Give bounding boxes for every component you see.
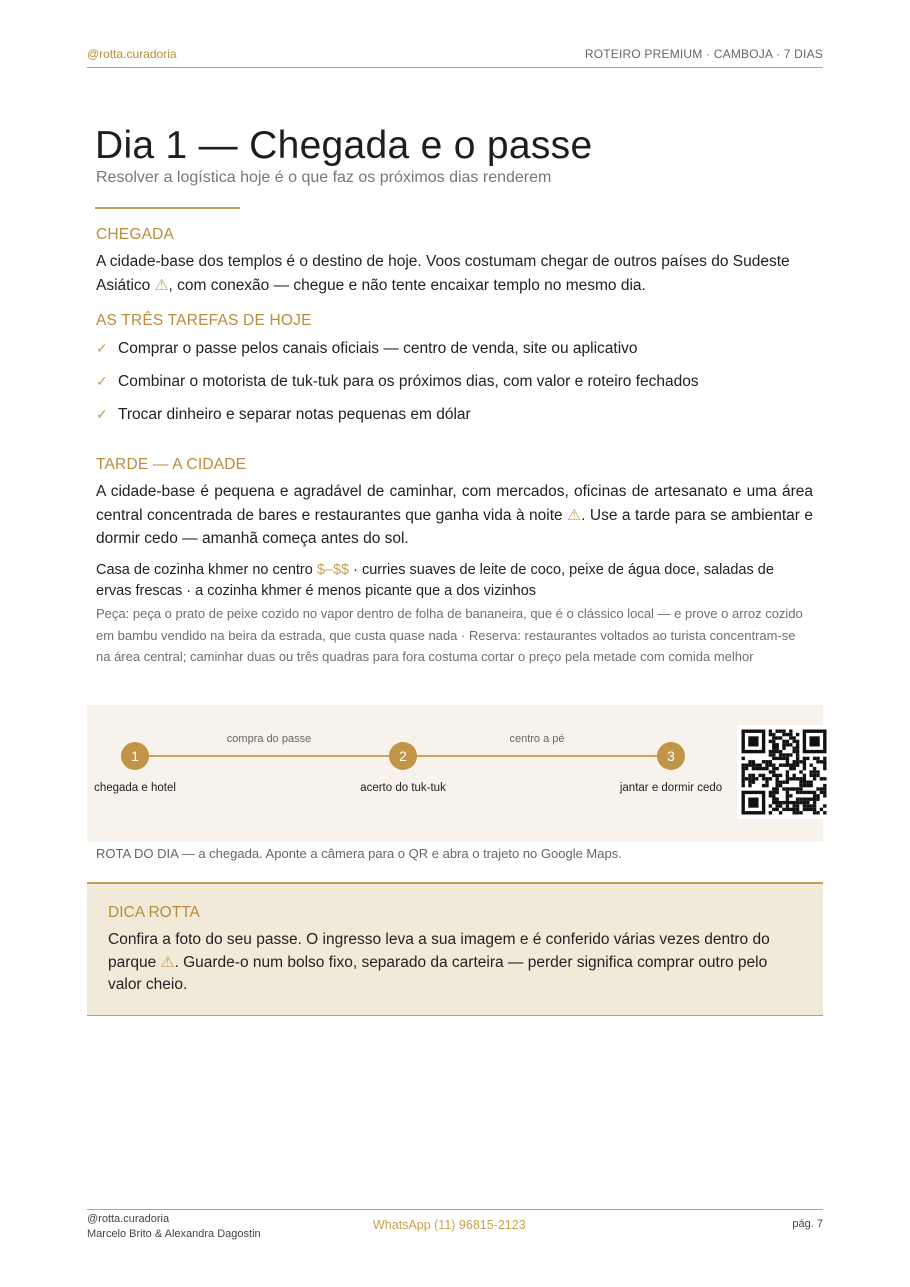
footer-whatsapp[interactable]: WhatsApp (11) 96815-2123 [373,1218,526,1232]
task-text: Trocar dinheiro e separar notas pequenas em dólar [118,406,471,423]
check-icon: ✓ [96,406,108,422]
tarde-text-1: A cidade-base é pequena e agradável de caminhar, com mercados, oficinas de artesanato e uma área central concentrada de bares e restaurantes que ganha vida à noite [96,483,813,524]
tarde-text-2: . Use a tarde para se ambientar e dormir cedo — amanhã começa antes do sol. [96,506,813,547]
tarde-paragraph [96,480,813,551]
restaurant-description: · curries suaves de leite de coco, peixe de água doce, saladas de ervas frescas · a cozinha khmer é menos picante que a dos vizinhos [96,562,774,599]
footer-authors: Marcelo Brito & Alexandra Dagostin [87,1228,261,1240]
section-heading-tarefas: AS TRÊS TAREFAS DE HOJE [96,312,312,329]
check-icon: ✓ [96,340,108,356]
day-subtitle: Resolver a logística hoje é o que faz os próximos dias renderem [96,169,552,186]
route-stop-marker: 2 [389,742,417,770]
title-divider [95,207,240,209]
header-brand[interactable]: @rotta.curadoria [87,47,177,61]
task-item [96,371,813,404]
page-header [87,46,823,68]
section-heading-chegada: CHEGADA [96,226,175,243]
tip-text [108,929,802,997]
restaurant-entry [96,560,813,602]
route-segment-label: centro a pé [509,733,565,745]
tip-box [87,882,823,1016]
section-heading-tarde: TARDE — A CIDADE [96,456,247,473]
task-item [96,338,813,371]
route-stop-marker: 3 [657,742,685,770]
qr-code-icon [737,725,831,819]
chegada-text-3: , com conexão — chegue e não tente encaixar templo no mesmo dia. [168,276,646,294]
chegada-paragraph [96,250,813,297]
warning-icon: ⚠ [154,276,169,294]
task-item [96,404,813,437]
footer-brand: @rotta.curadoria [87,1213,170,1225]
restaurant-note: Peça: peça o prato de peixe cozido no vapor dentro de folha de bananeira, que é o clássico local — e prove o arroz cozido em bambu vendido na beira da estrada, que custa quase nada · Reserva: restaurantes voltados ao turista concentram-se na área central; caminhar duas ou três quadras para fora costuma cortar o preço pela metade com comida melhor [96,606,803,664]
price-range: $–$$ [316,562,350,578]
qr-code[interactable] [737,725,831,819]
restaurant-name: Casa de cozinha khmer no centro [96,562,317,578]
route-stop-label: chegada e hotel [94,782,176,794]
warning-icon: ⚠ [567,506,582,524]
route-line [403,755,671,757]
page-footer [87,1209,823,1250]
task-list [96,338,813,437]
tip-text-1: Confira a foto do seu passe. O ingresso leva a sua imagem e é conferido várias vezes dentro do parque [108,931,770,971]
header-document-title: ROTEIRO PREMIUM · CAMBOJA · 7 DIAS [584,47,823,61]
warning-icon: ⚠ [160,953,175,971]
route-stop-marker: 1 [121,742,149,770]
route-stop-label: acerto do tuk-tuk [360,782,446,794]
task-text: Comprar o passe pelos canais oficiais — centro de venda, site ou aplicativo [118,340,638,357]
route-caption: ROTA DO DIA — a chegada. Aponte a câmera para o QR e abra o trajeto no Google Maps. [96,846,622,861]
check-icon: ✓ [96,373,108,389]
route-segment-label: compra do passe [226,733,312,745]
tip-heading: DICA ROTTA [108,904,200,921]
tip-text-2: . Guarde-o num bolso fixo, separado da carteira — perder significa comprar outro pelo valor cheio. [108,953,768,993]
route-stop-label: jantar e dormir cedo [619,782,723,794]
day-title: Dia 1 — Chegada e o passe [95,124,593,167]
page-number: pág. 7 [792,1218,823,1230]
chegada-text-1: A cidade-base dos templos é o destino de hoje. Voos costumam chegar de outros países do Sudeste [96,253,790,270]
task-text: Combinar o motorista de tuk-tuk para os próximos dias, com valor e roteiro fechados [118,373,699,390]
route-panel [87,705,823,842]
chegada-text-2: Asiático [96,276,155,294]
route-line [135,755,403,757]
